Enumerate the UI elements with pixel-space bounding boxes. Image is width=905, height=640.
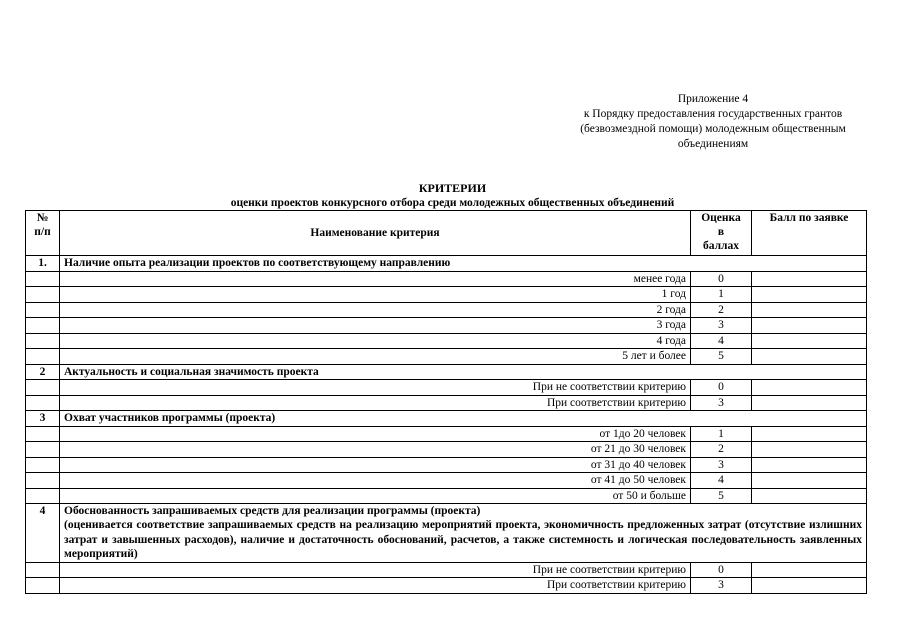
option-score: 0 <box>691 562 752 578</box>
option-label: 2 года <box>60 302 691 318</box>
option-score: 4 <box>691 333 752 349</box>
option-row <box>26 318 867 334</box>
criterion-row <box>26 256 867 272</box>
option-label: При не соответствии критерию <box>60 562 691 578</box>
option-row <box>26 562 867 578</box>
document-title: КРИТЕРИИ <box>418 181 487 195</box>
option-row <box>26 287 867 303</box>
appendix-ref-line: (безвозмездной помощи) молодежным общественным <box>580 123 846 135</box>
criterion-row <box>26 364 867 380</box>
appendix-ref-line: к Порядку предоставления государственных грантов <box>583 108 843 120</box>
option-row <box>26 333 867 349</box>
option-score: 3 <box>691 578 752 594</box>
appendix-header <box>548 92 878 152</box>
header-application-score: Балл по заявке <box>752 211 867 256</box>
application-score-cell[interactable] <box>752 457 867 473</box>
criterion-note: (оценивается соответствие запрашиваемых средств на реализацию мероприятий проекта, экономичность предложенных затрат (отсутствие излишних затрат и завышенных расходов), наличие и достаточность обоснований, расчетов, а также системность и логическая последовательность заявленных мероприятий) <box>64 519 862 560</box>
criterion-number: 1. <box>26 256 60 272</box>
application-score-cell[interactable] <box>752 395 867 411</box>
option-row <box>26 302 867 318</box>
table-header-row <box>26 211 867 256</box>
option-score: 2 <box>691 302 752 318</box>
option-row <box>26 457 867 473</box>
criterion-name: Наличие опыта реализации проектов по соответствующему направлению <box>60 256 867 272</box>
criterion-name-block <box>60 504 867 563</box>
option-score: 5 <box>691 488 752 504</box>
application-score-cell[interactable] <box>752 426 867 442</box>
application-score-cell[interactable] <box>752 562 867 578</box>
criteria-table <box>25 210 867 594</box>
option-score: 1 <box>691 426 752 442</box>
application-score-cell[interactable] <box>752 488 867 504</box>
application-score-cell[interactable] <box>752 442 867 458</box>
application-score-cell[interactable] <box>752 318 867 334</box>
option-score: 0 <box>691 380 752 396</box>
application-score-cell[interactable] <box>752 578 867 594</box>
option-label: 5 лет и более <box>60 349 691 365</box>
criterion-name: Охват участников программы (проекта) <box>60 411 867 427</box>
option-label: от 50 и больше <box>60 488 691 504</box>
option-score: 3 <box>691 395 752 411</box>
option-row <box>26 395 867 411</box>
option-row <box>26 380 867 396</box>
application-score-cell[interactable] <box>752 271 867 287</box>
option-score: 2 <box>691 442 752 458</box>
option-score: 3 <box>691 457 752 473</box>
criterion-number: 2 <box>26 364 60 380</box>
application-score-cell[interactable] <box>752 380 867 396</box>
criterion-name: Актуальность и социальная значимость проекта <box>60 364 867 380</box>
application-score-cell[interactable] <box>752 287 867 303</box>
option-label: 1 год <box>60 287 691 303</box>
option-row <box>26 488 867 504</box>
option-label: При соответствии критерию <box>60 395 691 411</box>
application-score-cell[interactable] <box>752 302 867 318</box>
appendix-ref-line: объединениям <box>677 138 749 150</box>
option-label: от 41 до 50 человек <box>60 473 691 489</box>
criterion-name: Обоснованность запрашиваемых средств для реализации программы (проекта) <box>64 505 481 517</box>
option-label: от 31 до 40 человек <box>60 457 691 473</box>
criterion-number: 3 <box>26 411 60 427</box>
option-score: 4 <box>691 473 752 489</box>
criterion-row <box>26 411 867 427</box>
option-row <box>26 349 867 365</box>
criterion-number: 4 <box>26 504 60 563</box>
option-row <box>26 271 867 287</box>
option-row <box>26 442 867 458</box>
option-label: менее года <box>60 271 691 287</box>
option-row <box>26 473 867 489</box>
header-number: № п/п <box>26 211 60 256</box>
application-score-cell[interactable] <box>752 333 867 349</box>
option-label: При не соответствии критерию <box>60 380 691 396</box>
option-label: При соответствии критерию <box>60 578 691 594</box>
option-score: 0 <box>691 271 752 287</box>
option-label: 4 года <box>60 333 691 349</box>
option-row <box>26 578 867 594</box>
criterion-row <box>26 504 867 563</box>
option-label: от 1до 20 человек <box>60 426 691 442</box>
option-score: 5 <box>691 349 752 365</box>
application-score-cell[interactable] <box>752 349 867 365</box>
option-score: 3 <box>691 318 752 334</box>
document-subtitle: оценки проектов конкурсного отбора среди молодежных общественных объединений <box>230 197 675 209</box>
option-score: 1 <box>691 287 752 303</box>
option-row <box>26 426 867 442</box>
option-label: 3 года <box>60 318 691 334</box>
header-criterion-name: Наименование критерия <box>60 211 691 256</box>
application-score-cell[interactable] <box>752 473 867 489</box>
appendix-title: Приложение 4 <box>677 93 749 105</box>
header-score: Оценка в баллах <box>691 211 752 256</box>
option-label: от 21 до 30 человек <box>60 442 691 458</box>
